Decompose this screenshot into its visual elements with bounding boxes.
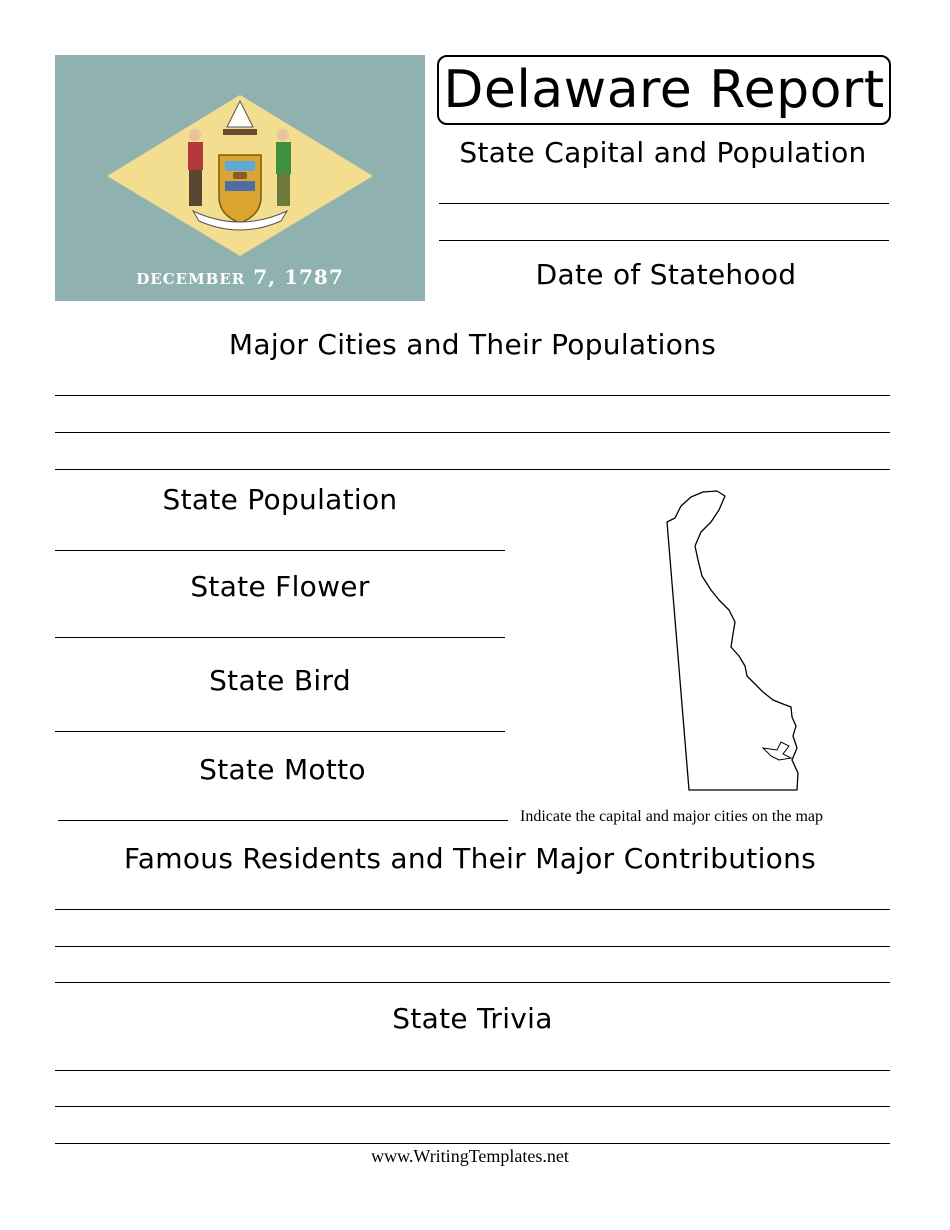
motto-line[interactable]	[58, 820, 508, 821]
report-title-box	[437, 55, 891, 125]
report-title: Delaware Report	[443, 60, 885, 120]
trivia-line-1[interactable]	[55, 1070, 890, 1071]
population-line[interactable]	[55, 550, 505, 551]
bird-line[interactable]	[55, 731, 505, 732]
capital-line-2[interactable]	[439, 240, 889, 241]
cities-line-2[interactable]	[55, 432, 890, 433]
heading-bird: State Bird	[209, 664, 351, 697]
heading-population: State Population	[162, 483, 398, 516]
heading-trivia: State Trivia	[392, 1002, 553, 1035]
farmer-legs	[189, 170, 202, 206]
flag-date: DECEMBER 7, 1787	[136, 265, 344, 289]
footer-website[interactable]: www.WritingTemplates.net	[371, 1146, 569, 1166]
heading-cities: Major Cities and Their Populations	[228, 328, 717, 361]
cities-line-3[interactable]	[55, 469, 890, 470]
rifleman-coat	[276, 142, 291, 174]
farmer-shirt	[188, 142, 203, 170]
heading-capital: State Capital and Population	[459, 136, 867, 169]
heading-residents: Famous Residents and Their Major Contributions	[123, 842, 817, 875]
residents-line-3[interactable]	[55, 982, 890, 983]
capital-line-1[interactable]	[439, 203, 889, 204]
delaware-outline	[667, 491, 798, 790]
state-flag	[55, 55, 425, 301]
heading-statehood: Date of Statehood	[535, 258, 797, 291]
rifleman-legs	[277, 174, 290, 206]
residents-line-2[interactable]	[55, 946, 890, 947]
trivia-line-3[interactable]	[55, 1143, 890, 1144]
flower-line[interactable]	[55, 637, 505, 638]
heading-motto: State Motto	[199, 753, 366, 786]
trivia-line-2[interactable]	[55, 1106, 890, 1107]
shield-sky	[225, 161, 255, 171]
shield-ox	[233, 172, 247, 179]
rifleman-head	[277, 129, 289, 141]
delaware-map	[655, 488, 805, 793]
crest-ship-hull	[223, 129, 257, 135]
residents-line-1[interactable]	[55, 909, 890, 910]
map-caption: Indicate the capital and major cities on the map	[520, 808, 823, 825]
heading-flower: State Flower	[190, 570, 370, 603]
farmer-head	[189, 129, 201, 141]
cities-line-1[interactable]	[55, 395, 890, 396]
shield-water	[225, 181, 255, 191]
